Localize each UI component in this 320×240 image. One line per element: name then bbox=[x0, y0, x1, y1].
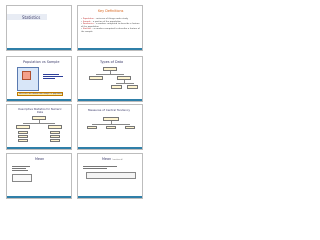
definition-item: • Statistic – a number computed to describe a feature of the sample bbox=[81, 28, 140, 33]
slide-title-text: Population vs Sample bbox=[23, 60, 60, 64]
tree-box-item bbox=[18, 135, 28, 138]
tree-box-item bbox=[50, 131, 60, 134]
tree-box-item bbox=[18, 131, 28, 134]
slide-bottom-bar bbox=[78, 48, 142, 50]
slide-title-text: Key Definitions bbox=[98, 9, 124, 13]
slide-title-text: Measures of Central Tendency bbox=[88, 108, 131, 112]
text-line bbox=[12, 168, 26, 169]
mean-example-box bbox=[86, 172, 136, 179]
text-line bbox=[12, 170, 28, 171]
slide-population-vs-sample bbox=[6, 56, 72, 102]
tree-box-item bbox=[50, 135, 60, 138]
slide-types-of-data bbox=[77, 56, 143, 102]
tree-connector bbox=[96, 74, 124, 75]
slide-descriptive-statistics bbox=[6, 104, 72, 150]
tree-box-level2 bbox=[127, 85, 138, 89]
inference-caption: Inferences are drawn from sample to population bbox=[19, 93, 63, 95]
tree-connector bbox=[23, 123, 55, 124]
tree-box-level1 bbox=[87, 126, 97, 129]
slide-bottom-bar bbox=[78, 99, 142, 101]
tree-box-level1 bbox=[16, 125, 30, 129]
tree-connector bbox=[116, 83, 134, 84]
slide-title-suffix: (continued) bbox=[112, 159, 123, 161]
slide-bottom-bar bbox=[7, 196, 71, 198]
definition-item: • Parameter – a number computed to describe a feature of the population bbox=[81, 23, 140, 28]
legend-line bbox=[43, 78, 55, 79]
slide-key-definitions bbox=[77, 5, 143, 51]
sample-legend bbox=[43, 72, 65, 80]
tree-box-level1 bbox=[89, 76, 103, 80]
slide-mean-continued bbox=[77, 153, 143, 199]
tree-box-item bbox=[18, 139, 28, 142]
tree-box-level1 bbox=[48, 125, 62, 129]
slide-mean bbox=[6, 153, 72, 199]
text-line bbox=[83, 168, 107, 169]
tree-box-level1 bbox=[125, 126, 135, 129]
slide-title-text: Types of Data bbox=[100, 60, 124, 64]
slide-title-text: Mean bbox=[35, 157, 45, 161]
definition-item: • Sample – a portion of the population bbox=[81, 20, 121, 23]
slide-bottom-bar bbox=[78, 147, 142, 149]
slide-bottom-bar bbox=[78, 196, 142, 198]
inference-caption-box bbox=[17, 92, 63, 96]
definition-item: • Population – universe of things under study bbox=[81, 18, 129, 20]
slide-bottom-bar bbox=[7, 48, 71, 50]
legend-line bbox=[43, 74, 59, 75]
sample-box bbox=[22, 71, 31, 80]
legend-line bbox=[43, 76, 63, 77]
definitions-list bbox=[81, 18, 141, 33]
text-line bbox=[83, 166, 117, 167]
slide-bottom-bar bbox=[7, 99, 71, 101]
slide-bottom-bar bbox=[7, 147, 71, 149]
tree-box-level2 bbox=[111, 85, 122, 89]
mean-formula-box bbox=[12, 174, 32, 182]
tree-box-level1 bbox=[106, 126, 116, 129]
slide-central-tendency bbox=[77, 104, 143, 150]
tree-box-item bbox=[50, 139, 60, 142]
tree-connector bbox=[92, 124, 130, 125]
slide-title-main: Mean bbox=[102, 157, 112, 161]
slide-title-text bbox=[102, 157, 123, 161]
slide-title-text: Descriptive Statistics for Numeric Data bbox=[18, 108, 62, 114]
slide-title-text: Statistics bbox=[22, 14, 41, 20]
slide-title bbox=[6, 5, 72, 51]
text-line bbox=[12, 166, 30, 167]
